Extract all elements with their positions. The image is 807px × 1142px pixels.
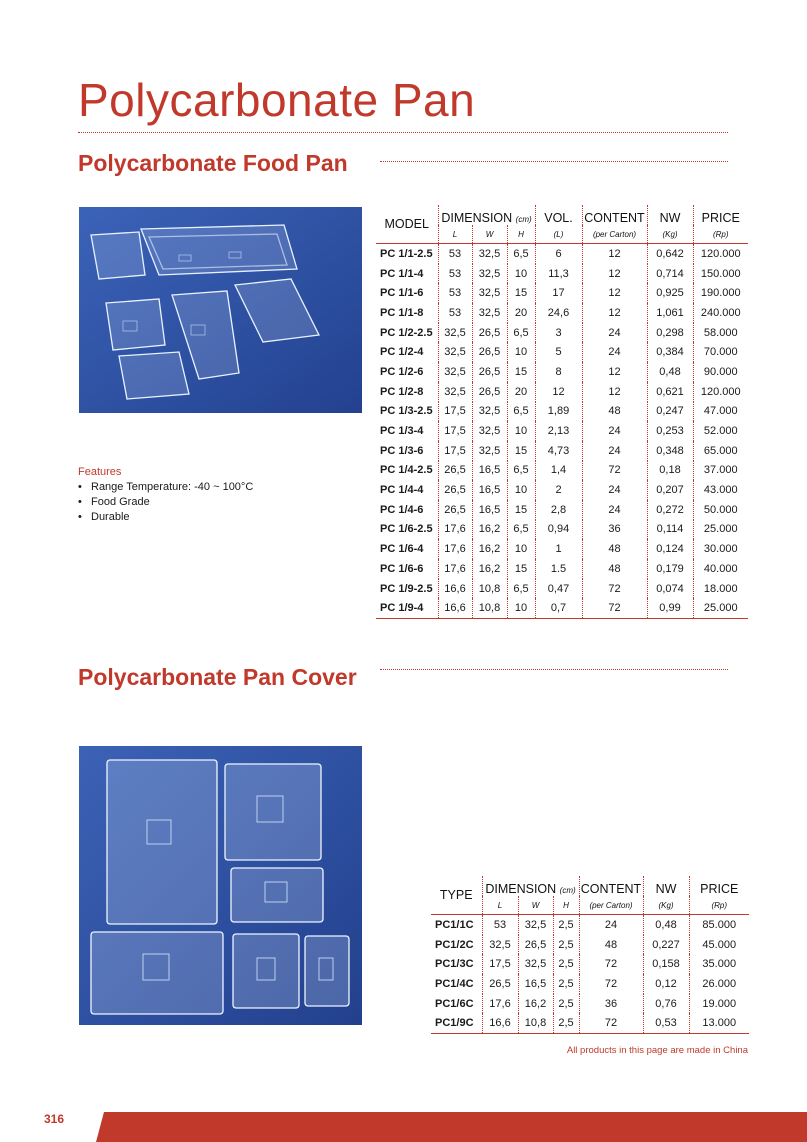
nw-header: NW bbox=[643, 876, 689, 896]
feature-item: • Durable bbox=[78, 510, 253, 525]
table-cell: 26.000 bbox=[689, 974, 749, 994]
food-pan-spec-table bbox=[376, 205, 748, 619]
pan-cover-section-title: Polycarbonate Pan Cover bbox=[78, 664, 357, 690]
model-cell: PC 1/1-8 bbox=[380, 306, 424, 319]
dimension-header: DIMENSION (cm) bbox=[438, 205, 535, 225]
dimension-header: DIMENSION (cm) bbox=[482, 876, 579, 896]
table-cell: 16,5 bbox=[472, 480, 507, 500]
table-row bbox=[376, 283, 748, 303]
table-cell: 24 bbox=[582, 500, 647, 520]
price-header: PRICE bbox=[693, 205, 748, 225]
table-cell: 32,5 bbox=[518, 915, 553, 935]
table-cell: 120.000 bbox=[693, 244, 748, 264]
table-cell: 0,179 bbox=[647, 559, 693, 579]
table-cell: 16,6 bbox=[438, 598, 472, 618]
table-cell: 10 bbox=[507, 539, 535, 559]
pan-cover-product-photo bbox=[79, 746, 362, 1025]
model-cell: PC 1/6-6 bbox=[380, 562, 424, 575]
table-cell: 48 bbox=[582, 559, 647, 579]
table-cell: 0,207 bbox=[647, 480, 693, 500]
table-cell: 43.000 bbox=[693, 480, 748, 500]
model-cell: PC 1/3-6 bbox=[380, 444, 424, 457]
table-cell: 12 bbox=[582, 362, 647, 382]
model-cell: PC1/2C bbox=[435, 938, 474, 951]
table-row bbox=[376, 500, 748, 520]
table-cell: 16,5 bbox=[518, 974, 553, 994]
table-cell: 25.000 bbox=[693, 520, 748, 540]
table-cell: 32,5 bbox=[472, 402, 507, 422]
table-cell: 16,6 bbox=[482, 1013, 518, 1033]
table-cell: 0,227 bbox=[643, 935, 689, 955]
table-row bbox=[431, 1013, 749, 1033]
pan-cover-section-divider bbox=[380, 669, 728, 670]
table-cell: 0,247 bbox=[647, 402, 693, 422]
title-divider bbox=[78, 132, 728, 133]
table-cell: 20 bbox=[507, 303, 535, 323]
table-cell: 12 bbox=[535, 382, 582, 402]
features-label: Features bbox=[78, 466, 122, 478]
table-cell: 16,2 bbox=[472, 539, 507, 559]
table-cell: 120.000 bbox=[693, 382, 748, 402]
vol-header: VOL. bbox=[535, 205, 582, 225]
table-cell: 26,5 bbox=[472, 382, 507, 402]
food-pan-product-photo bbox=[79, 207, 362, 413]
table-cell: 17,5 bbox=[438, 441, 472, 461]
model-cell: PC 1/9-4 bbox=[376, 598, 438, 618]
table-cell: 15 bbox=[507, 500, 535, 520]
table-cell: 0,99 bbox=[647, 598, 693, 618]
table-row bbox=[376, 579, 748, 599]
table-cell: 12 bbox=[582, 303, 647, 323]
table-cell: 85.000 bbox=[689, 915, 749, 935]
page-number: 316 bbox=[44, 1112, 65, 1126]
table-cell: 58.000 bbox=[693, 323, 748, 343]
table-row bbox=[376, 342, 748, 362]
table-cell: 20 bbox=[507, 382, 535, 402]
table-cell: 50.000 bbox=[693, 500, 748, 520]
table-cell: 26,5 bbox=[472, 342, 507, 362]
model-cell: PC1/6C bbox=[435, 997, 474, 1010]
table-cell: 0,272 bbox=[647, 500, 693, 520]
table-cell: 0,47 bbox=[535, 579, 582, 599]
table-cell: 0,714 bbox=[647, 264, 693, 284]
table-cell: 2 bbox=[535, 480, 582, 500]
table-cell: 53 bbox=[438, 283, 472, 303]
table-cell: 0,18 bbox=[647, 461, 693, 481]
table-row bbox=[431, 915, 749, 935]
table-row bbox=[431, 935, 749, 955]
table-cell: 2,5 bbox=[553, 994, 579, 1014]
table-cell: 0,158 bbox=[643, 954, 689, 974]
model-cell: PC 1/1-6 bbox=[380, 287, 424, 300]
table-row bbox=[376, 441, 748, 461]
table-cell: 32,5 bbox=[472, 283, 507, 303]
table-cell: 24,6 bbox=[535, 303, 582, 323]
origin-footnote: All products in this page are made in China bbox=[566, 1045, 748, 1056]
table-cell: 10,8 bbox=[472, 579, 507, 599]
table-cell: 0,76 bbox=[643, 994, 689, 1014]
table-row bbox=[376, 559, 748, 579]
table-cell: 72 bbox=[582, 598, 647, 618]
table-cell: 12 bbox=[582, 264, 647, 284]
table-cell: 65.000 bbox=[693, 441, 748, 461]
table-cell: 53 bbox=[438, 244, 472, 264]
table-row bbox=[376, 461, 748, 481]
model-cell: PC 1/4-2.5 bbox=[380, 464, 433, 477]
table-cell: 72 bbox=[582, 579, 647, 599]
table-cell: 17,5 bbox=[438, 421, 472, 441]
table-cell: 32,5 bbox=[472, 421, 507, 441]
content-header: CONTENT bbox=[579, 876, 643, 896]
table-cell: 19.000 bbox=[689, 994, 749, 1014]
table-cell: 0,48 bbox=[647, 362, 693, 382]
table-cell: 1,4 bbox=[535, 461, 582, 481]
nw-header: NW bbox=[647, 205, 693, 225]
height-subheader: H bbox=[553, 896, 579, 915]
table-cell: 26,5 bbox=[518, 935, 553, 955]
table-cell: 0,621 bbox=[647, 382, 693, 402]
table-cell: 17 bbox=[535, 283, 582, 303]
table-cell: 53 bbox=[438, 264, 472, 284]
model-cell: PC 1/4-4 bbox=[380, 484, 424, 497]
table-cell: 0,53 bbox=[643, 1013, 689, 1033]
table-cell: 6,5 bbox=[507, 461, 535, 481]
model-cell: PC1/9C bbox=[431, 1013, 482, 1033]
table-cell: 70.000 bbox=[693, 342, 748, 362]
table-cell: 72 bbox=[579, 954, 643, 974]
features-list bbox=[78, 480, 253, 525]
table-cell: 6,5 bbox=[507, 323, 535, 343]
table-cell: 2,5 bbox=[553, 954, 579, 974]
nw-unit: (Kg) bbox=[643, 896, 689, 915]
table-cell: 0,348 bbox=[647, 441, 693, 461]
table-cell: 45.000 bbox=[689, 935, 749, 955]
table-cell: 12 bbox=[582, 244, 647, 264]
table-cell: 26,5 bbox=[472, 323, 507, 343]
feature-item: • Food Grade bbox=[78, 495, 253, 510]
table-cell: 35.000 bbox=[689, 954, 749, 974]
table-cell: 2,8 bbox=[535, 500, 582, 520]
table-cell: 90.000 bbox=[693, 362, 748, 382]
table-row bbox=[376, 480, 748, 500]
table-cell: 0,925 bbox=[647, 283, 693, 303]
table-cell: 0,7 bbox=[535, 598, 582, 618]
table-cell: 16,2 bbox=[518, 994, 553, 1014]
table-cell: 72 bbox=[579, 974, 643, 994]
table-cell: 48 bbox=[579, 935, 643, 955]
table-cell: 2,13 bbox=[535, 421, 582, 441]
table-cell: 15 bbox=[507, 283, 535, 303]
table-cell: 0,253 bbox=[647, 421, 693, 441]
table-cell: 48 bbox=[582, 539, 647, 559]
table-cell: 26,5 bbox=[438, 461, 472, 481]
table-row bbox=[431, 974, 749, 994]
table-cell: 24 bbox=[582, 480, 647, 500]
table-cell: 17,6 bbox=[438, 539, 472, 559]
table-cell: 0,94 bbox=[535, 520, 582, 540]
feature-item: • Range Temperature: -40 ~ 100°C bbox=[78, 480, 253, 495]
table-cell: 6,5 bbox=[507, 579, 535, 599]
table-cell: 36 bbox=[579, 994, 643, 1014]
table-cell: 24 bbox=[582, 441, 647, 461]
table-cell: 32,5 bbox=[482, 935, 518, 955]
features-block bbox=[78, 466, 253, 525]
table-cell: 16,5 bbox=[472, 461, 507, 481]
model-cell: PC 1/9-2.5 bbox=[380, 582, 433, 595]
pan-cover-spec-table bbox=[431, 876, 749, 1034]
table-cell: 16,5 bbox=[472, 500, 507, 520]
table-cell: 17,6 bbox=[438, 559, 472, 579]
table-cell: 32,5 bbox=[438, 342, 472, 362]
length-subheader: L bbox=[482, 896, 518, 915]
table-cell: 150.000 bbox=[693, 264, 748, 284]
table-row bbox=[376, 598, 748, 618]
table-cell: 8 bbox=[535, 362, 582, 382]
nw-unit: (Kg) bbox=[647, 225, 693, 244]
table-row bbox=[376, 421, 748, 441]
model-cell: PC 1/3-4 bbox=[380, 425, 424, 438]
model-cell: PC 1/6-2.5 bbox=[380, 523, 433, 536]
table-cell: 25.000 bbox=[693, 598, 748, 618]
table-cell: 10,8 bbox=[518, 1013, 553, 1033]
table-cell: 16,2 bbox=[472, 520, 507, 540]
table-cell: 0,074 bbox=[647, 579, 693, 599]
model-cell: PC 1/4-6 bbox=[380, 503, 424, 516]
table-cell: 5 bbox=[535, 342, 582, 362]
table-cell: 24 bbox=[582, 421, 647, 441]
content-unit: (per Carton) bbox=[582, 225, 647, 244]
table-row bbox=[376, 382, 748, 402]
table-cell: 12 bbox=[582, 382, 647, 402]
table-cell: 6,5 bbox=[507, 520, 535, 540]
table-cell: 32,5 bbox=[472, 264, 507, 284]
table-cell: 12 bbox=[582, 283, 647, 303]
table-cell: 30.000 bbox=[693, 539, 748, 559]
table-cell: 72 bbox=[582, 461, 647, 481]
food-pan-section-title: Polycarbonate Food Pan bbox=[78, 150, 348, 176]
price-unit: (Rp) bbox=[689, 896, 749, 915]
table-cell: 0,48 bbox=[643, 915, 689, 935]
table-cell: 1.5 bbox=[535, 559, 582, 579]
model-header: MODEL bbox=[376, 205, 438, 244]
content-unit: (per Carton) bbox=[579, 896, 643, 915]
table-row bbox=[376, 264, 748, 284]
table-cell: 53 bbox=[438, 303, 472, 323]
table-cell: 15 bbox=[507, 362, 535, 382]
table-row bbox=[376, 323, 748, 343]
model-cell: PC 1/2-2.5 bbox=[380, 326, 433, 339]
table-cell: 6,5 bbox=[507, 402, 535, 422]
price-unit: (Rp) bbox=[693, 225, 748, 244]
model-cell: PC 1/1-4 bbox=[380, 267, 424, 280]
table-cell: 10 bbox=[507, 421, 535, 441]
model-cell: PC 1/1-2.5 bbox=[380, 247, 433, 260]
type-header: TYPE bbox=[431, 876, 482, 915]
table-cell: 24 bbox=[582, 342, 647, 362]
model-cell: PC 1/2-6 bbox=[380, 365, 424, 378]
table-cell: 15 bbox=[507, 441, 535, 461]
height-subheader: H bbox=[507, 225, 535, 244]
table-cell: 0,298 bbox=[647, 323, 693, 343]
table-cell: 0,114 bbox=[647, 520, 693, 540]
table-cell: 26,5 bbox=[438, 500, 472, 520]
table-cell: 16,6 bbox=[438, 579, 472, 599]
table-cell: 4,73 bbox=[535, 441, 582, 461]
table-cell: 0,384 bbox=[647, 342, 693, 362]
table-cell: 32,5 bbox=[438, 382, 472, 402]
table-cell: 53 bbox=[482, 915, 518, 935]
table-cell: 26,5 bbox=[472, 362, 507, 382]
table-cell: 10 bbox=[507, 264, 535, 284]
width-subheader: W bbox=[472, 225, 507, 244]
table-cell: 47.000 bbox=[693, 402, 748, 422]
table-cell: 2,5 bbox=[553, 915, 579, 935]
model-cell: PC1/1C bbox=[435, 918, 474, 931]
table-cell: 17,5 bbox=[482, 954, 518, 974]
width-subheader: W bbox=[518, 896, 553, 915]
table-cell: 13.000 bbox=[689, 1013, 749, 1033]
table-row bbox=[431, 954, 749, 974]
table-cell: 17,6 bbox=[482, 994, 518, 1014]
table-cell: 10 bbox=[507, 480, 535, 500]
table-cell: 0,642 bbox=[647, 244, 693, 264]
table-cell: 2,5 bbox=[553, 1013, 579, 1033]
table-row bbox=[376, 244, 748, 264]
model-cell: PC 1/6-4 bbox=[380, 543, 424, 556]
table-cell: 3 bbox=[535, 323, 582, 343]
table-cell: 32,5 bbox=[518, 954, 553, 974]
table-cell: 0,124 bbox=[647, 539, 693, 559]
table-cell: 32,5 bbox=[472, 303, 507, 323]
table-row bbox=[431, 994, 749, 1014]
model-cell: PC 1/3-2.5 bbox=[380, 405, 433, 418]
table-cell: 0,12 bbox=[643, 974, 689, 994]
table-cell: 1 bbox=[535, 539, 582, 559]
page-title: Polycarbonate Pan bbox=[78, 74, 476, 126]
table-cell: 2,5 bbox=[553, 974, 579, 994]
table-cell: 32,5 bbox=[438, 323, 472, 343]
table-cell: 36 bbox=[582, 520, 647, 540]
table-cell: 26,5 bbox=[438, 480, 472, 500]
content-header: CONTENT bbox=[582, 205, 647, 225]
table-cell: 15 bbox=[507, 559, 535, 579]
table-cell: 52.000 bbox=[693, 421, 748, 441]
table-cell: 18.000 bbox=[693, 579, 748, 599]
table-row bbox=[376, 362, 748, 382]
table-cell: 240.000 bbox=[693, 303, 748, 323]
model-cell: PC1/4C bbox=[435, 977, 474, 990]
table-cell: 6,5 bbox=[507, 244, 535, 264]
table-cell: 11,3 bbox=[535, 264, 582, 284]
table-cell: 26,5 bbox=[482, 974, 518, 994]
table-cell: 32,5 bbox=[472, 244, 507, 264]
price-header: PRICE bbox=[689, 876, 749, 896]
food-pan-section-divider bbox=[380, 161, 728, 162]
table-cell: 72 bbox=[579, 1013, 643, 1033]
table-cell: 10 bbox=[507, 342, 535, 362]
table-cell: 10,8 bbox=[472, 598, 507, 618]
table-cell: 6 bbox=[535, 244, 582, 264]
vol-unit: (L) bbox=[535, 225, 582, 244]
table-cell: 24 bbox=[579, 915, 643, 935]
footer-bar bbox=[104, 1112, 807, 1142]
length-subheader: L bbox=[438, 225, 472, 244]
model-cell: PC 1/2-4 bbox=[380, 346, 424, 359]
table-row bbox=[376, 402, 748, 422]
model-cell: PC1/3C bbox=[435, 958, 474, 971]
table-cell: 40.000 bbox=[693, 559, 748, 579]
table-cell: 1,061 bbox=[647, 303, 693, 323]
model-cell: PC 1/2-8 bbox=[380, 385, 424, 398]
table-cell: 16,2 bbox=[472, 559, 507, 579]
table-row bbox=[376, 520, 748, 540]
table-cell: 48 bbox=[582, 402, 647, 422]
table-cell: 2,5 bbox=[553, 935, 579, 955]
table-cell: 17,6 bbox=[438, 520, 472, 540]
table-cell: 190.000 bbox=[693, 283, 748, 303]
table-cell: 1,89 bbox=[535, 402, 582, 422]
table-cell: 24 bbox=[582, 323, 647, 343]
table-cell: 32,5 bbox=[438, 362, 472, 382]
table-row bbox=[376, 303, 748, 323]
table-cell: 37.000 bbox=[693, 461, 748, 481]
table-cell: 17,5 bbox=[438, 402, 472, 422]
table-cell: 32,5 bbox=[472, 441, 507, 461]
table-cell: 10 bbox=[507, 598, 535, 618]
table-row bbox=[376, 539, 748, 559]
